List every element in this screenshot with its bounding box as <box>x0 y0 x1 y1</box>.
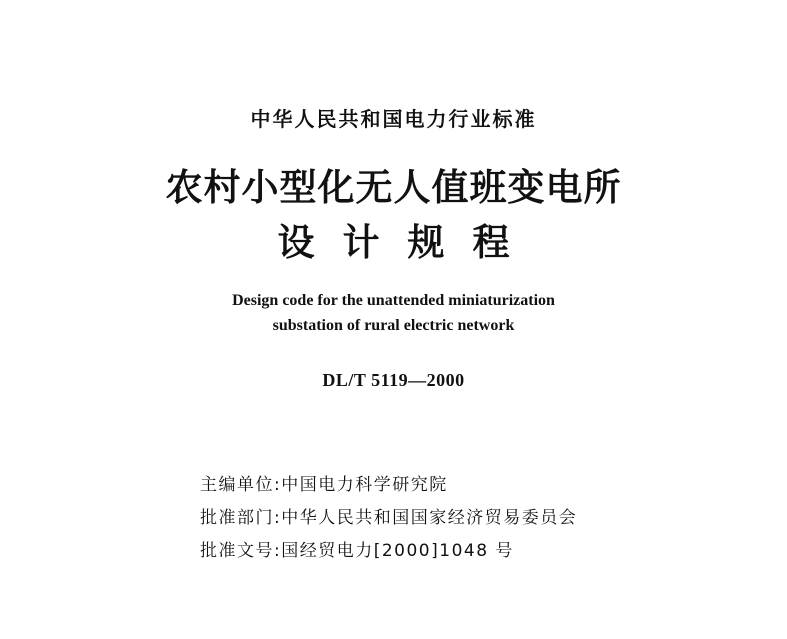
industry-standard-heading: 中华人民共和国电力行业标准 <box>250 107 537 131</box>
english-title-line-2: substation of rural electric network <box>272 317 515 334</box>
document-subtitle: 设计规程 <box>277 220 538 264</box>
approval-document-number: 批准文号:国经贸电力[2000]1048 号 <box>200 541 514 561</box>
approval-department: 批准部门:中华人民共和国国家经济贸易委员会 <box>200 508 578 528</box>
document-title: 农村小型化无人值班变电所 <box>165 165 622 209</box>
standard-code: DL/T 5119—2000 <box>322 370 465 390</box>
editor-unit: 主编单位:中国电力科学研究院 <box>200 475 448 495</box>
english-title-line-1: Design code for the unattended miniaturization <box>232 292 555 309</box>
